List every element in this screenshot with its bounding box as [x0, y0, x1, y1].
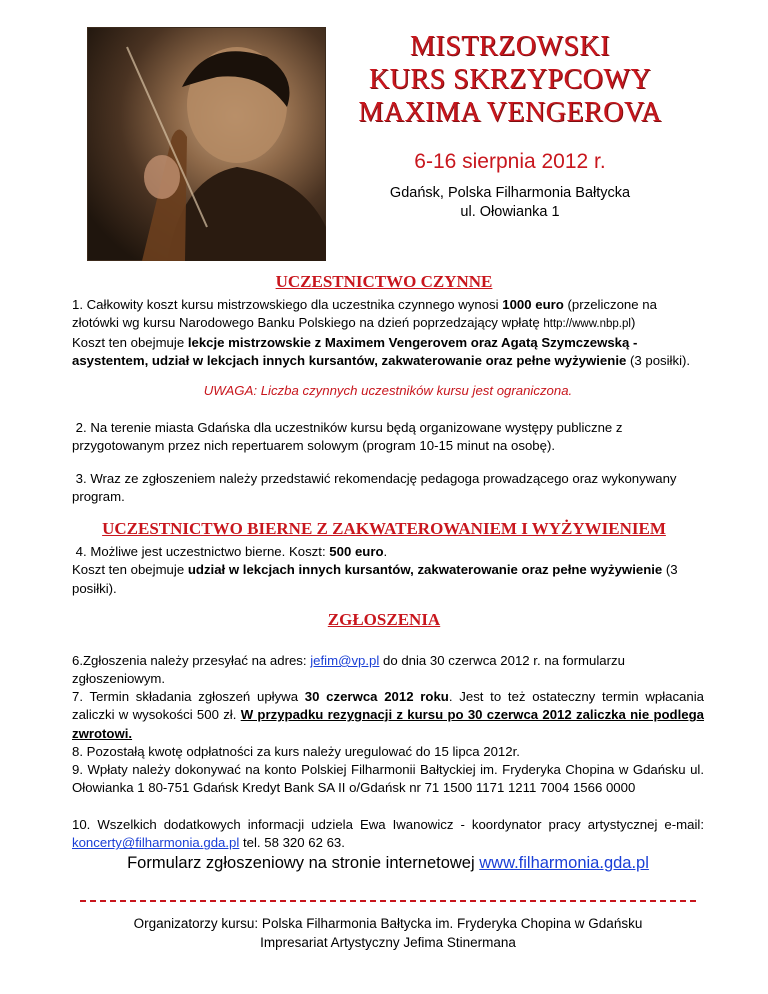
paragraph-7 [72, 688, 704, 743]
p1-text-e: Koszt ten obejmuje [72, 334, 188, 350]
p10-text-b: tel. 58 320 62 63. [239, 835, 345, 851]
footer-line-2: Impresariat Artystyczny Jefima Stinermana [260, 935, 516, 950]
warning-limited-places: UWAGA: Liczba czynnych uczestników kursu jest ograniczona. [203, 383, 573, 398]
website-link[interactable]: www.filharmonia.gda.pl [479, 854, 649, 872]
p1-price: 1000 euro [502, 297, 564, 312]
p4-text-a: 4. Możliwe jest uczestnictwo bierne. Koszt: [75, 544, 330, 559]
paragraph-4 [72, 543, 704, 598]
paragraph-1 [72, 296, 704, 371]
p4-included: udział w lekcjach innych kursantów, zakwaterowanie oraz pełne wyżywienie [187, 562, 663, 578]
portrait-illustration [87, 27, 326, 261]
p4-text-f: (3 posiłki). [72, 562, 678, 596]
form-text: Formularz zgłoszeniowy na stronie internetowej [127, 854, 480, 872]
venue [330, 184, 690, 222]
heading-passive-participation: UCZESTNICTWO BIERNE Z ZAKWATEROWANIEM I WYŻYWIENIEM [102, 519, 666, 538]
paragraph-3 [72, 470, 704, 507]
p1-text-d: ) [630, 315, 636, 331]
p4-price: 500 euro [329, 544, 384, 559]
p4-text-c: . [383, 544, 388, 559]
heading-applications: ZGŁOSZENIA [327, 610, 441, 629]
p6-text-a: 6.Zgłoszenia należy przesyłać na adres: [72, 653, 311, 668]
nbp-url: http://www.nbp.pl [543, 318, 631, 331]
paragraph-6 [72, 652, 704, 689]
title-line-1: MISTRZOWSKI [410, 31, 610, 62]
p1-text-c: (przeliczone na złotówki wg kursu Narodowego Banku Polskiego na dzień poprzedzający wpłatę [72, 297, 657, 331]
p2-text: 2. Na terenie miasta Gdańska dla uczestników kursu będą organizowane występy publiczne z przygotowanym przez nich repertuarem solowym (program 10-15 minut na osobę). [72, 420, 623, 454]
course-title [330, 30, 690, 129]
p1-included: lekcje mistrzowskie z Maximem Vengerovem oraz Agatą Szymczewską - asystentem, udział w lekcjach innych kursantów, zakwaterowanie oraz pełne wyżywienie [72, 334, 638, 369]
paragraph-2 [72, 419, 704, 456]
heading-active-participation: UCZESTNICTWO CZYNNE [275, 272, 493, 291]
p7-no-refund: W przypadku rezygnacji z kursu po 30 czerwca 2012 zaliczka nie podlega zwrotowi. [72, 707, 705, 741]
organizers-footer [72, 914, 704, 952]
paragraph-8: 8. Pozostałą kwotę odpłatności za kurs należy uregulować do 15 lipca 2012r. [72, 744, 520, 759]
paragraph-10 [72, 816, 704, 853]
p6-text-b: do dnia 30 czerwca 2012 r. na formularzu zgłoszeniowym. [72, 653, 625, 687]
dashed-divider [80, 900, 696, 902]
course-dates: 6-16 sierpnia 2012 r. [414, 150, 606, 173]
email-link-koncerty[interactable]: koncerty@filharmonia.gda.pl [72, 835, 240, 851]
p7-text-c: . Jest to też ostateczny termin wpłacania zaliczki w wysokości 500 zł. [72, 689, 704, 723]
violinist-portrait-photo [87, 27, 326, 261]
title-line-2: KURS SKRZYPCOWY [368, 64, 652, 95]
p4-text-d: Koszt ten obejmuje [72, 562, 188, 578]
p7-text-a: 7. Termin składania zgłoszeń upływa [72, 689, 305, 704]
venue-line-1: Gdańsk, Polska Filharmonia Bałtycka [389, 185, 631, 201]
title-line-3: MAXIMA VENGEROVA [358, 97, 662, 128]
p7-deadline: 30 czerwca 2012 roku [304, 689, 449, 704]
email-link-jefim[interactable]: jefim@vp.pl [310, 653, 380, 668]
paragraph-9: 9. Wpłaty należy dokonywać na konto Polskiej Filharmonii Bałtyckiej im. Fryderyka Chopina w Gdańsku ul. Ołowianka 1 80-751 Gdańsk Kredyt Bank SA II o/Gdańsk nr 71 1500 1171 1211 7004 1566 0000 [72, 762, 704, 796]
p1-text-a: 1. Całkowity koszt kursu mistrzowskiego dla uczestnika czynnego wynosi [72, 297, 503, 312]
footer-line-1: Organizatorzy kursu: Polska Filharmonia Bałtycka im. Fryderyka Chopina w Gdańsku [133, 916, 643, 931]
form-line [72, 854, 704, 873]
p10-text-a: 10. Wszelkich dodatkowych informacji udziela Ewa Iwanowicz - koordynator pracy artystycznej e-mail: [72, 817, 704, 832]
p3-text: 3. Wraz ze zgłoszeniem należy przedstawić rekomendację pedagoga prowadzącego oraz wykonywany program. [72, 471, 677, 505]
p1-text-g: (3 posiłki). [626, 353, 691, 369]
venue-line-2: ul. Ołowianka 1 [460, 204, 560, 220]
